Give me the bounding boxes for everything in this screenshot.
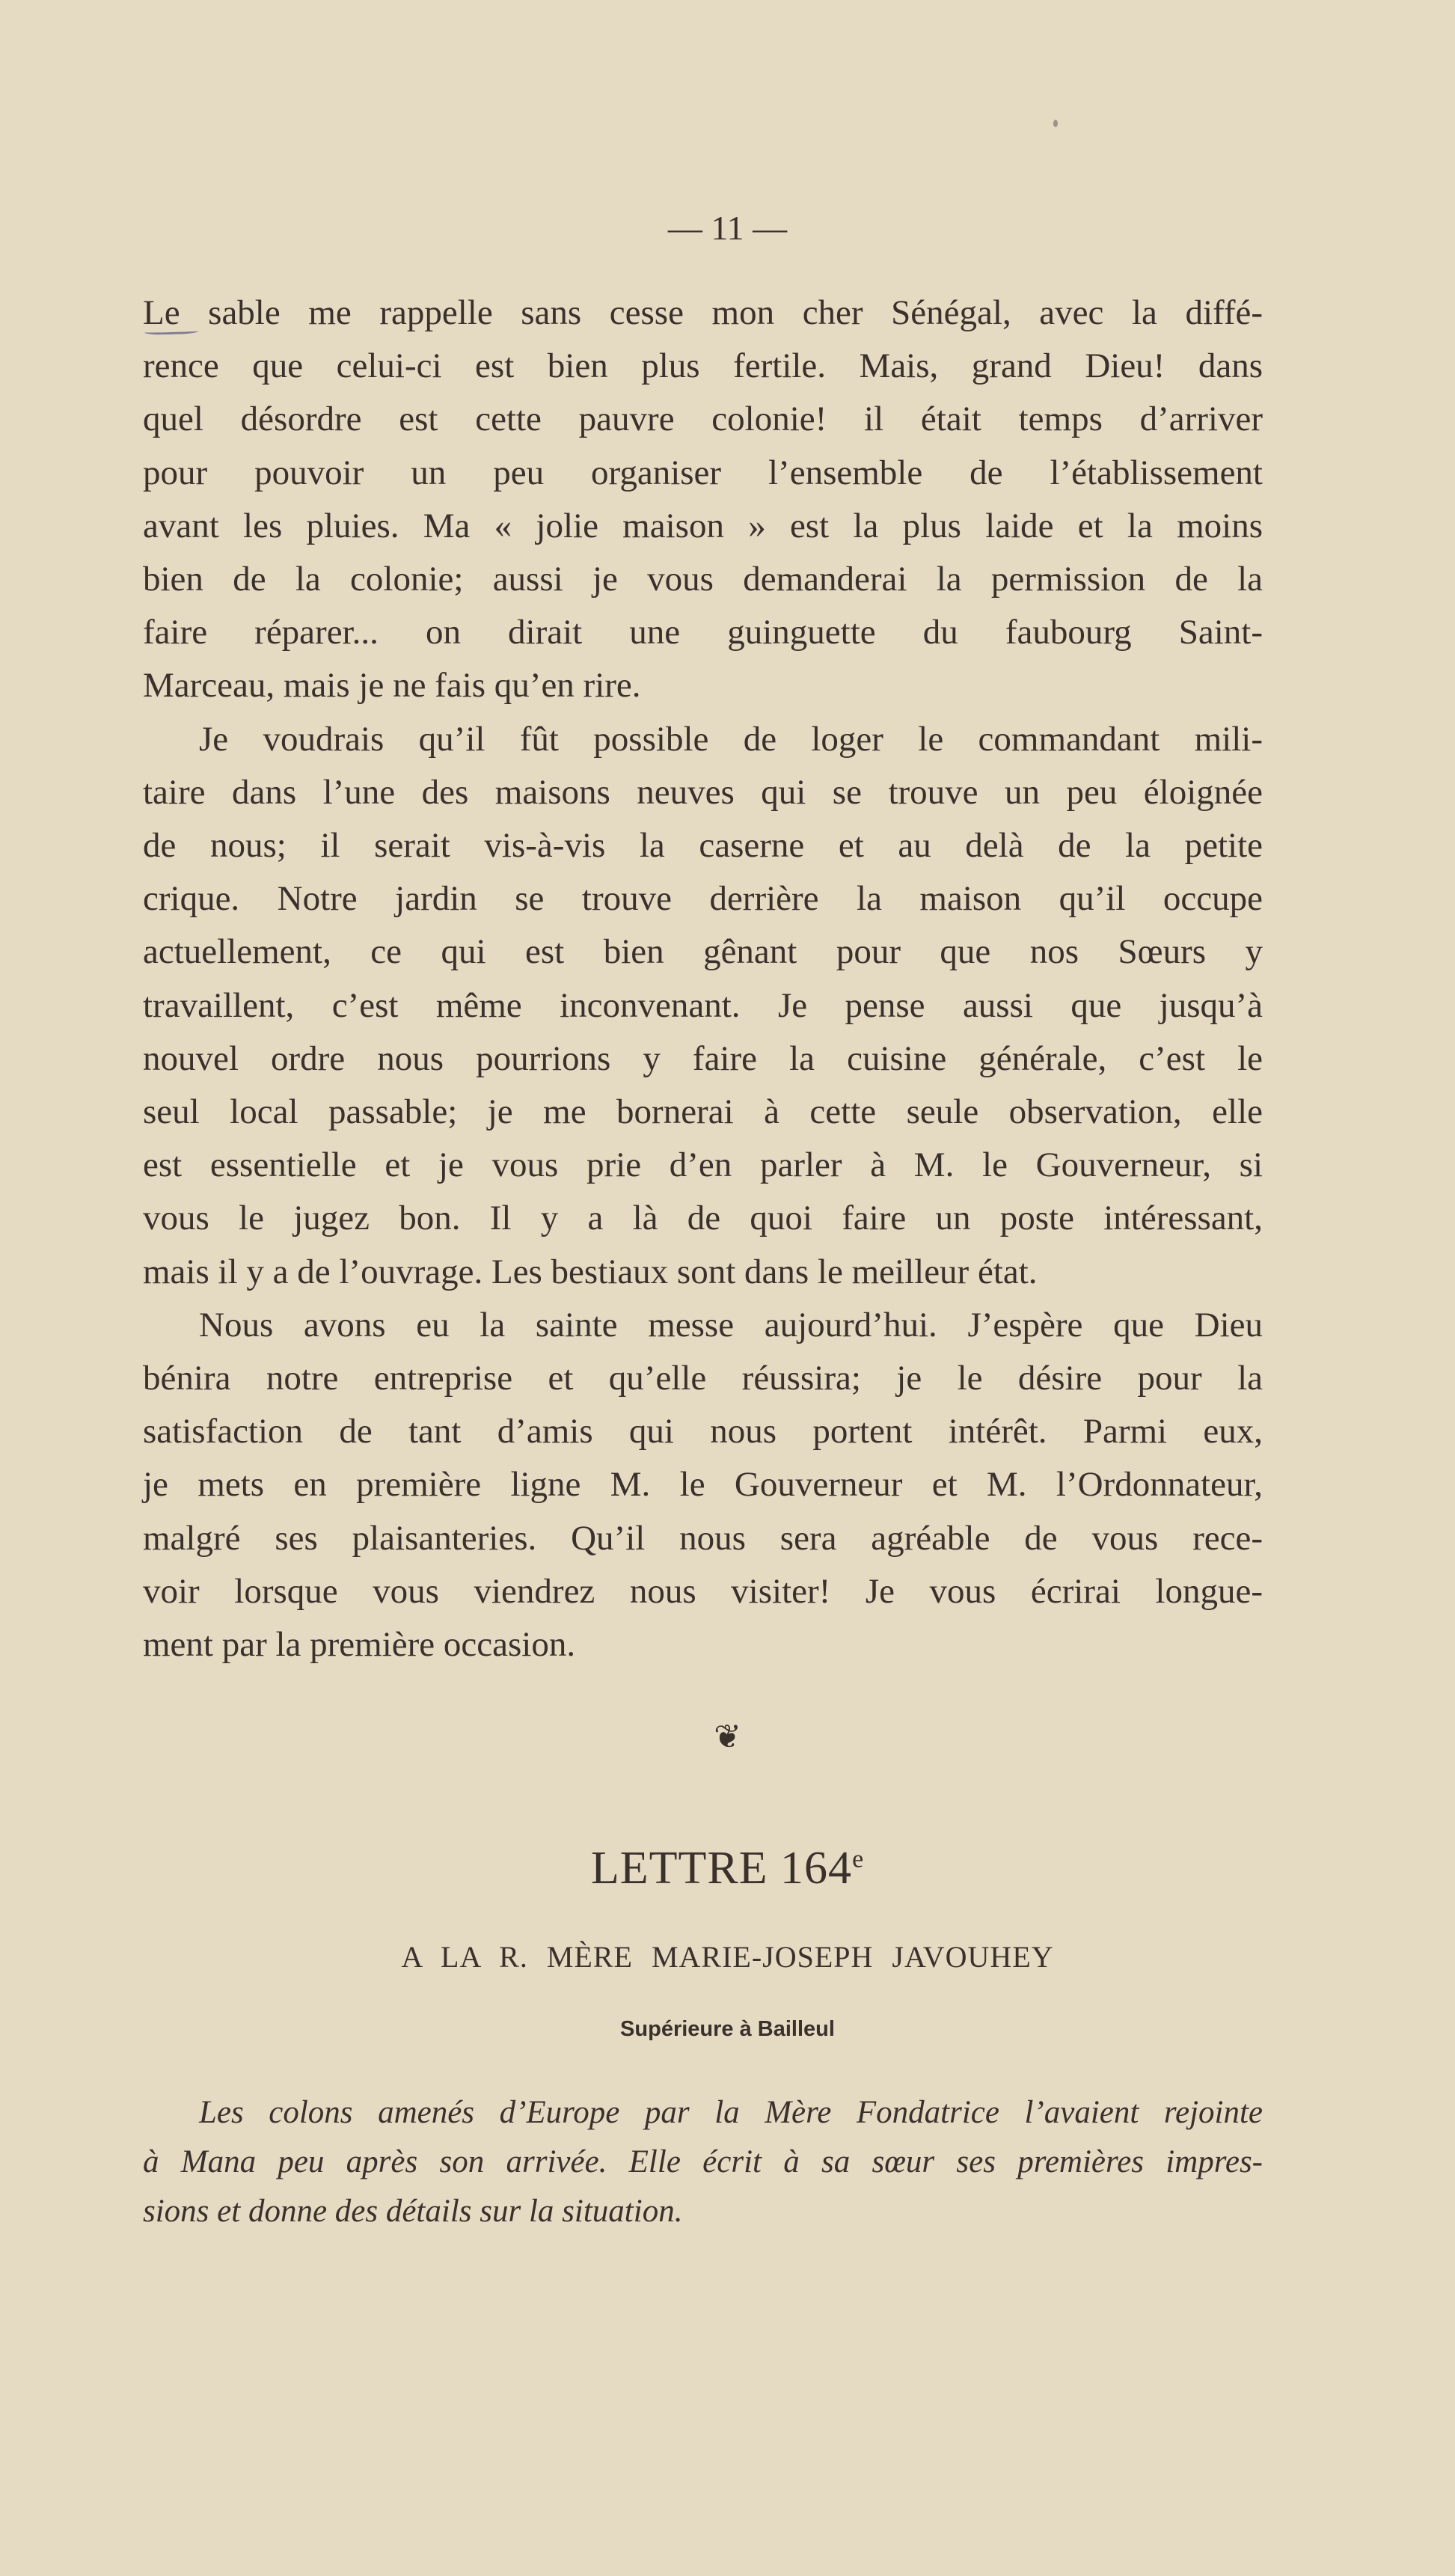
- text-line: faire réparer... on dirait une guinguette du faubourg Saint-: [143, 613, 1263, 652]
- text-line: avant les pluies. Ma « jolie maison » est la plus laide et la moins: [143, 506, 1263, 545]
- text-line: Le sable me rappelle sans cesse mon cher Sénégal, avec la diffé-: [143, 293, 1263, 332]
- text-line: de nous; il serait vis-à-vis la caserne et au delà de la petite: [143, 826, 1263, 865]
- summary-line: sions et donne des détails sur la situation.: [143, 2194, 683, 2229]
- text-line: satisfaction de tant d’amis qui nous portent intérêt. Parmi eux,: [143, 1412, 1263, 1451]
- text-line: bien de la colonie; aussi je vous demanderai la permission de la: [143, 560, 1263, 599]
- letter-recipient: A LA R. MÈRE MARIE-JOSEPH JAVOUHEY: [401, 1940, 1054, 1974]
- letter-title: [0, 1842, 1455, 1895]
- text-line: crique. Notre jardin se trouve derrière la maison qu’il occupe: [143, 879, 1263, 919]
- text-line: est essentielle et je vous prie d’en parler à M. le Gouverneur, si: [143, 1145, 1263, 1185]
- text-line: taire dans l’une des maisons neuves qui se trouve un peu éloignée: [143, 772, 1263, 812]
- recipient-role: Supérieure à Bailleul: [620, 2017, 835, 2041]
- text-line: voir lorsque vous viendrez nous visiter! Je vous écrirai longue-: [143, 1571, 1263, 1611]
- text-line: rence que celui-ci est bien plus fertile. Mais, grand Dieu! dans: [143, 346, 1263, 386]
- paper-speck: [1053, 120, 1058, 127]
- text-line: bénira notre entreprise et qu’elle réussira; je le désire pour la: [143, 1359, 1263, 1398]
- text-line: malgré ses plaisanteries. Qu’il nous sera agréable de vous rece-: [143, 1518, 1263, 1558]
- text-line: je mets en première ligne M. le Gouverneur et M. l’Ordonnateur,: [143, 1465, 1263, 1505]
- text-line: pour pouvoir un peu organiser l’ensemble de l’établissement: [143, 453, 1263, 492]
- text-line: actuellement, ce qui est bien gênant pour que nos Sœurs y: [143, 932, 1263, 972]
- summary-line: à Mana peu après son arrivée. Elle écrit à sa sœur ses premières impres-: [143, 2144, 1263, 2179]
- ornament-icon: ❦: [714, 1719, 741, 1755]
- text-line: quel désordre est cette pauvre colonie! il était temps d’arriver: [143, 400, 1263, 439]
- letter-title-sup: e: [852, 1845, 865, 1873]
- letter-title-text: LETTRE 164: [590, 1843, 853, 1894]
- text-line: vous le jugez bon. Il y a là de quoi faire un poste intéressant,: [143, 1199, 1263, 1238]
- text-line: nouvel ordre nous pourrions y faire la cuisine générale, c’est le: [143, 1038, 1263, 1078]
- summary-line: Les colons amenés d’Europe par la Mère Fondatrice l’avaient rejointe: [199, 2095, 1263, 2130]
- text-line: Marceau, mais je ne fais qu’en rire.: [143, 666, 641, 706]
- text-line: travaillent, c’est même inconvenant. Je pense aussi que jusqu’à: [143, 985, 1263, 1025]
- text-line: Nous avons eu la sainte messe aujourd’hui. J’espère que Dieu: [199, 1305, 1263, 1344]
- text-line: Je voudrais qu’il fût possible de loger le commandant mili-: [199, 719, 1263, 759]
- text-line: ment par la première occasion.: [143, 1625, 576, 1664]
- page-number: — 11 —: [667, 209, 788, 247]
- text-line: mais il y a de l’ouvrage. Les bestiaux sont dans le meilleur état.: [143, 1252, 1038, 1291]
- text-line: seul local passable; je me bornerai à cette seule observation, elle: [143, 1092, 1263, 1131]
